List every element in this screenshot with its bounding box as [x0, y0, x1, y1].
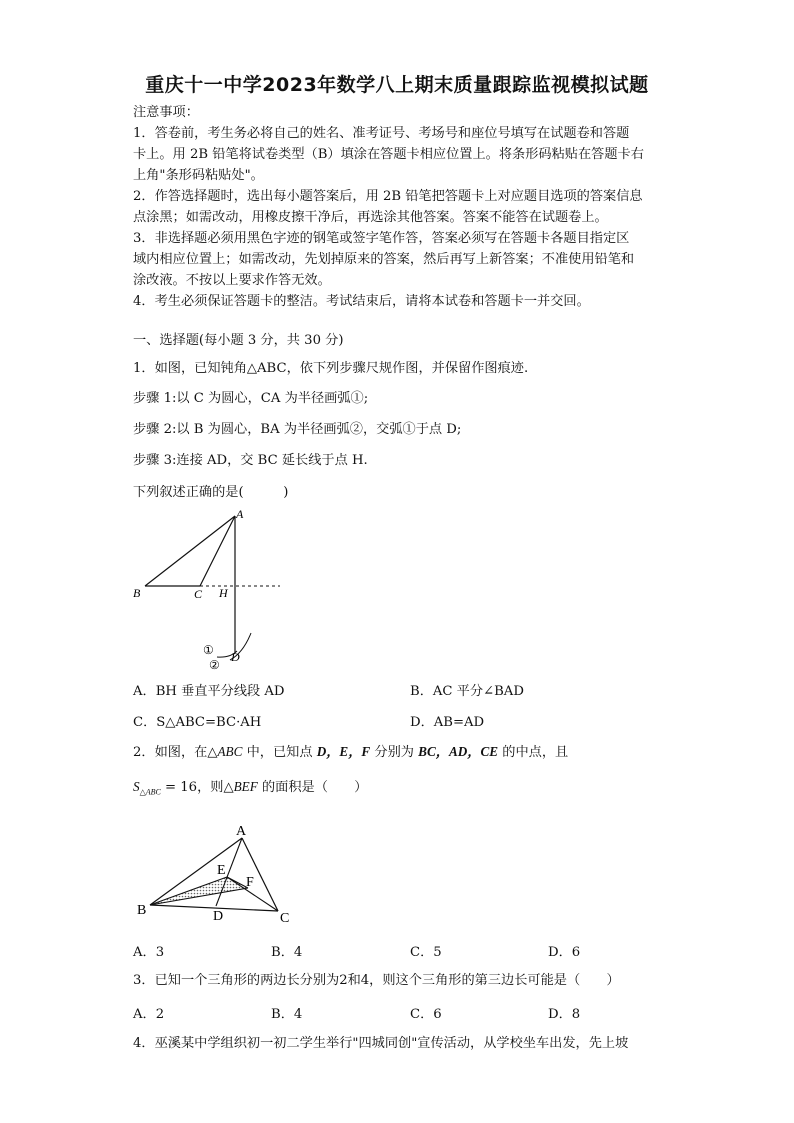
q2-option-c[interactable]: C．5 — [410, 945, 442, 960]
q2-stem-points: D，E，F — [316, 744, 371, 759]
notice-line: 3．非选择题必须用黑色字迹的钢笔或签字笔作答，答案必须写在答题卡各题目指定区 — [133, 231, 630, 246]
notice-line: 4．考生必须保证答题卡的整洁。考试结束后，请将本试卷和答题卡一并交回。 — [133, 294, 590, 309]
q2-stem-triangle: △ABC — [207, 744, 243, 759]
section-heading: 一、选择题(每小题 3 分，共 30 分) — [133, 333, 344, 348]
q2-stem-end: 的中点，且 — [498, 745, 569, 760]
q3-option-c[interactable]: C．6 — [410, 1007, 442, 1022]
q2-option-a[interactable]: A．3 — [133, 945, 165, 960]
notice-line: 涂改液。不按以上要求作答无效。 — [133, 273, 331, 288]
q1-label-c: C — [194, 587, 203, 601]
q2-area-mid: ，则 — [197, 780, 224, 795]
q3-option-b[interactable]: B．4 — [271, 1007, 303, 1022]
q2-area-triangle: △BEF — [223, 779, 258, 794]
q1-ask: 下列叙述正确的是( ) — [133, 485, 289, 500]
notice-heading: 注意事项： — [133, 105, 199, 120]
q1-option-a[interactable]: A．BH 垂直平分线段 AD — [133, 684, 285, 699]
q2-stem — [133, 743, 568, 762]
q1-stem: 1．如图，已知钝角△ABC，依下列步骤尺规作图，并保留作图痕迹. — [133, 361, 529, 376]
q2-stem-segments: BC，AD，CE — [418, 744, 499, 759]
q1-option-b[interactable]: B．AC 平分∠BAD — [410, 684, 524, 699]
q2-area-end: 的面积是（ ） — [257, 780, 368, 795]
q3-stem: 3．已知一个三角形的两边长分别为2和4，则这个三角形的第三边长可能是（ ） — [133, 973, 620, 988]
q1-segment-ca — [200, 516, 235, 586]
notice-line: 域内相应位置上；如需改动，先划掉原来的答案，然后再写上新答案；不准使用铅笔和 — [133, 252, 635, 267]
q2-label-d: D — [213, 909, 224, 924]
notice-line: 1．答卷前，考生务必将自己的姓名、准考证号、考场号和座位号填写在试题卷和答题 — [133, 126, 630, 141]
exam-title: 重庆十一中学2023年数学八上期末质量跟踪监视模拟试题 — [145, 74, 649, 96]
q2-label-b: B — [137, 903, 147, 918]
q2-area-line — [133, 778, 367, 802]
q2-label-c: C — [280, 911, 290, 926]
notice-line: 2．作答选择题时，选出每小题答案后，用 2B 铅笔把答题卡上对应题目选项的答案信息 — [133, 189, 643, 204]
q1-label-h: H — [219, 586, 228, 600]
q2-label-a: A — [236, 824, 247, 839]
q1-label-d: D — [231, 650, 240, 664]
notice-line: 卡上。用 2B 铅笔将试卷类型（B）填涂在答题卡相应位置上。将条形码粘贴在答题卡右 — [133, 147, 644, 162]
q2-stem-pre: 2．如图，在 — [133, 745, 208, 760]
notice-line: 上角"条形码粘贴处"。 — [133, 168, 264, 183]
q3-option-a[interactable]: A．2 — [133, 1007, 165, 1022]
q1-label-a: A — [236, 507, 244, 521]
q1-step1: 步骤 1:以 C 为圆心，CA 为半径画弧①; — [133, 391, 369, 406]
q1-figure — [125, 505, 290, 675]
q2-label-e: E — [217, 863, 226, 878]
q1-segment-ba — [145, 516, 235, 586]
q2-area-s: S — [133, 779, 140, 794]
q2-label-f: F — [246, 875, 254, 890]
q2-figure — [130, 820, 305, 930]
q2-area-value: = 16 — [160, 780, 198, 795]
q2-option-b[interactable]: B．4 — [271, 945, 303, 960]
q3-option-d[interactable]: D．8 — [548, 1007, 581, 1022]
q1-option-d[interactable]: D．AB=AD — [410, 715, 485, 730]
q2-stem-mid2: 分别为 — [370, 745, 419, 760]
q2-option-d[interactable]: D．6 — [548, 945, 581, 960]
q4-stem: 4．巫溪某中学组织初一初二学生举行"四城同创"宣传活动，从学校坐车出发，先上坡 — [133, 1036, 629, 1051]
q1-option-c[interactable]: C．S△ABC=BC·AH — [133, 715, 262, 730]
q1-label-arc1: ① — [203, 643, 214, 657]
q1-step2: 步骤 2:以 B 为圆心，BA 为半径画弧②，交弧①于点 D; — [133, 422, 462, 437]
q1-label-arc2: ② — [209, 658, 220, 672]
q1-label-b: B — [133, 586, 141, 600]
q2-stem-mid1: 中，已知点 — [242, 745, 317, 760]
notice-line: 点涂黑；如需改动，用橡皮擦干净后，再选涂其他答案。答案不能答在试题卷上。 — [133, 210, 608, 225]
q1-step3: 步骤 3:连接 AD，交 BC 延长线于点 H. — [133, 453, 368, 468]
q2-area-sub: △ABC — [139, 787, 161, 797]
